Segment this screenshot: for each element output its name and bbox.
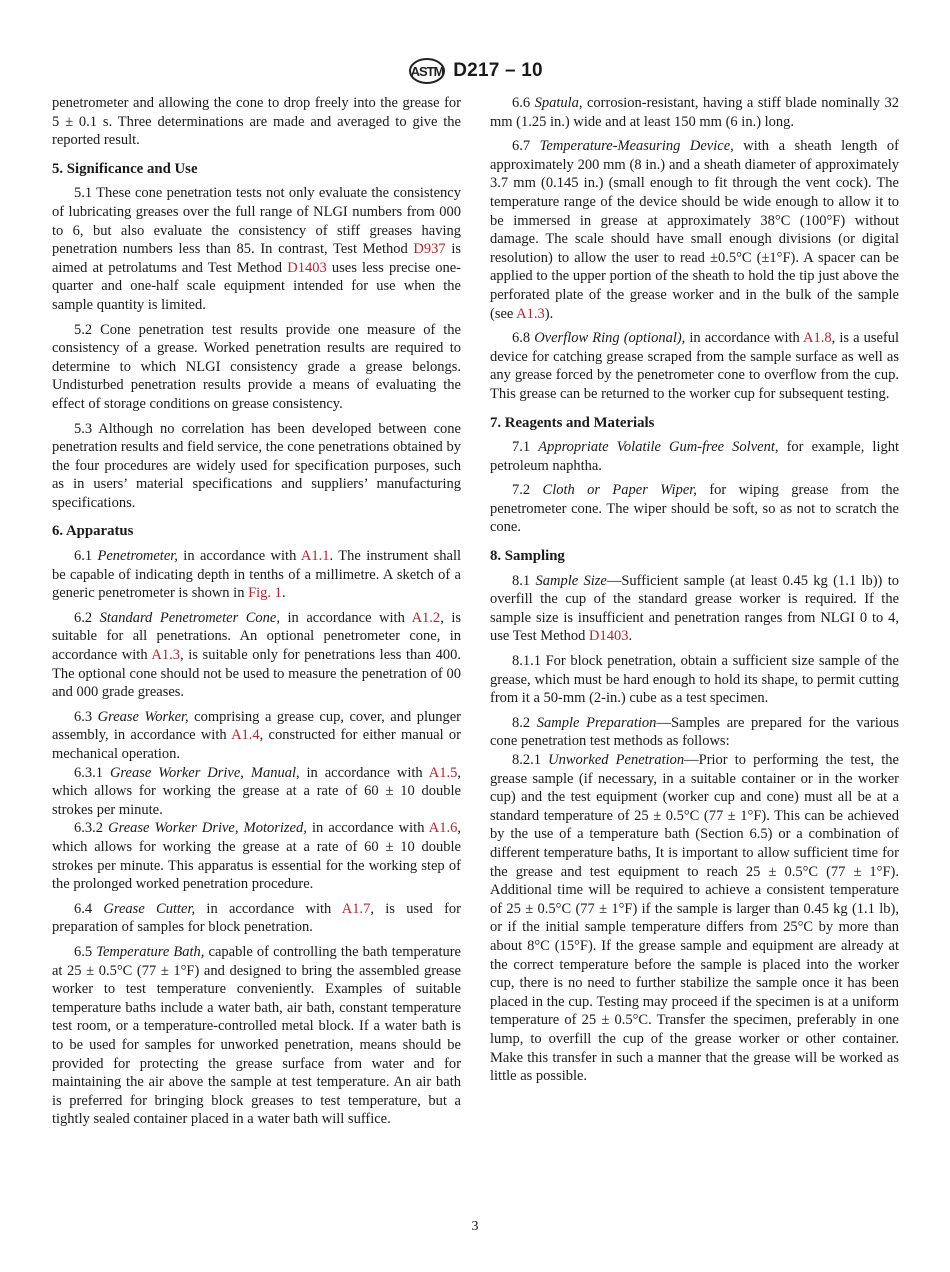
paragraph bbox=[52, 943, 461, 1129]
cross-reference-link[interactable]: A1.6 bbox=[428, 820, 458, 837]
left-column bbox=[52, 94, 461, 1135]
paragraph bbox=[52, 708, 461, 764]
cross-reference-link[interactable]: D937 bbox=[413, 241, 446, 258]
text-run: in accordance with bbox=[279, 609, 412, 626]
astm-logo-icon bbox=[407, 56, 447, 86]
text-run: uses less precise one-quarter and one-half scale equipment intended for use when the sample quantity is limited. bbox=[52, 259, 461, 313]
text-run: in accordance with bbox=[195, 900, 342, 917]
text-run: 7.1 bbox=[512, 439, 539, 456]
text-run: 6.3 bbox=[74, 708, 98, 725]
text-run: —Prior to performing the test, the grease sample (if necessary, in a suitable container or in the worker cup) and the test equipment (worker cup and cone) must all be at a standard temperature of 25 ± 0.5°C (77 ± 1°F). This can be achieved by the use of a temperature bath (Section 6.5) or a combination of different temperature baths, It is important to allow sufficient time for the grease and test equipment to reach 25 ± 0.5°C (77 ± 1°F). Additional time will be required to achieve a consistent temperature of 25 ± 0.5°C (77 ± 1°F) if the sample is larger than 0.45 kg (1.1 lb), or if the initial sample temperature differs from 25°C by more than about 8°C (15°F). If the grease sample and equipment are already at the correct temperature before the sample is placed into the worker cup, there is no need to further stabilize the sample once it has been placed in the cup. Testing may proceed if the specimen is at a uniform temperature of 25 ± 0.5°C. Transfer the specimen, preferably in one lump, to overfill the cup of the grease worker or other container. Make this transfer in such a manner that the grease will be worked as little as possible. bbox=[490, 752, 899, 1085]
text-run: 6.8 bbox=[512, 330, 535, 347]
text-run: in accordance with bbox=[685, 330, 804, 347]
text-run: is aimed at petrolatums and Test Method bbox=[52, 241, 461, 276]
paragraph bbox=[52, 420, 461, 513]
svg-text:ASTM: ASTM bbox=[410, 64, 444, 79]
text-run: . bbox=[281, 585, 286, 602]
text-run: 5.2 Cone penetration test results provide one measure of the consistency of a grease. Worked penetration results are required to determine to which NLGI consistency grade a grease belongs. Undisturbed penetration results provide a means of evaluating the effect of storage conditions on grease consistency. bbox=[52, 321, 461, 412]
text-run: , is a useful device for catching grease scraped from the sample surface as well as any grease forced by the penetrometer cone to overflow from the cup. This grease can be returned to the worker cup for subsequent testing. bbox=[490, 330, 900, 402]
cross-reference-link[interactable]: A1.5 bbox=[428, 764, 458, 781]
item-title: Sample Preparation bbox=[536, 714, 657, 731]
paragraph bbox=[490, 438, 899, 475]
page-header bbox=[0, 56, 950, 86]
text-run: 5. Significance and Use bbox=[52, 160, 198, 177]
cross-reference-link[interactable]: A1.3 bbox=[151, 647, 181, 664]
item-title: Penetrometer, bbox=[97, 548, 178, 565]
cross-reference-link[interactable]: A1.3 bbox=[516, 305, 545, 322]
section-heading bbox=[490, 547, 899, 566]
text-run: 6.2 bbox=[74, 609, 100, 626]
paragraph bbox=[52, 900, 461, 937]
paragraph bbox=[52, 819, 461, 893]
cross-reference-link[interactable]: A1.2 bbox=[411, 609, 441, 626]
cross-reference-link[interactable]: D1403 bbox=[287, 259, 327, 276]
paragraph bbox=[490, 329, 899, 403]
text-run: comprising a grease cup, cover, and plunger assembly, in accordance with bbox=[52, 708, 461, 744]
text-run: 8.2.1 bbox=[512, 752, 549, 768]
text-run: 6.6 bbox=[512, 95, 535, 111]
paragraph bbox=[52, 609, 461, 702]
text-run: 6.3.2 bbox=[74, 820, 109, 837]
paragraph bbox=[52, 184, 461, 314]
text-run: , which allows for working the grease at a rate of 60 ± 10 double strokes per minute. This apparatus is essential for the working step of the prolonged worked penetration procedure. bbox=[52, 820, 461, 893]
text-run: 8. Sampling bbox=[490, 548, 565, 565]
cross-reference-link[interactable]: A1.7 bbox=[341, 900, 371, 917]
paragraph bbox=[490, 714, 899, 751]
paragraph bbox=[52, 321, 461, 414]
cross-reference-link[interactable]: A1.1 bbox=[300, 548, 330, 565]
section-heading bbox=[490, 414, 899, 433]
paragraph bbox=[52, 94, 461, 150]
right-column bbox=[490, 94, 899, 1092]
item-title: Standard Penetrometer Cone, bbox=[99, 609, 280, 626]
cross-reference-link[interactable]: Fig. 1 bbox=[248, 585, 282, 602]
text-run: 6.4 bbox=[74, 900, 104, 917]
paragraph bbox=[52, 764, 461, 820]
item-title: Sample Size bbox=[535, 572, 607, 589]
paragraph bbox=[52, 547, 461, 603]
item-title: Temperature-Measuring Device, bbox=[539, 138, 734, 155]
item-title: Grease Worker Drive, Manual, bbox=[109, 764, 300, 781]
item-title: Temperature Bath, bbox=[96, 943, 205, 960]
document-designation: D217 – 10 bbox=[453, 60, 543, 81]
text-run: , which allows for working the grease at a rate of 60 ± 10 double strokes per minute. bbox=[52, 764, 461, 818]
text-run: for wiping grease from the penetrometer cone. The wiper should be soft, so as not to scratch the cone. bbox=[490, 482, 899, 536]
item-title: Cloth or Paper Wiper, bbox=[542, 482, 697, 499]
text-run: penetrometer and allowing the cone to drop freely into the grease for 5 ± 0.1 s. Three determinations are made and averaged to give the reported result. bbox=[52, 95, 461, 149]
paragraph bbox=[490, 481, 899, 537]
item-title: Spatula, bbox=[534, 95, 583, 111]
item-title: Grease Worker Drive, Motorized, bbox=[108, 820, 307, 837]
paragraph bbox=[490, 94, 899, 131]
text-run: 8.2 bbox=[512, 714, 537, 731]
text-run: —Samples are prepared for the various cone penetration test methods as follows: bbox=[490, 714, 899, 750]
text-run: , is used for preparation of samples for block penetration. bbox=[52, 900, 462, 936]
text-run: 6.5 bbox=[74, 943, 97, 960]
paragraph bbox=[490, 751, 899, 1086]
paragraph bbox=[490, 572, 899, 646]
text-run: corrosion-resistant, having a stiff blade nominally 32 mm (1.25 in.) wide and at least 150 mm (6 in.) long. bbox=[490, 95, 899, 130]
page-number: 3 bbox=[471, 1219, 479, 1234]
text-run: with a sheath length of approximately 200 mm (8 in.) and a sheath diameter of approximately 3.7 mm (0.145 in.) (small enough to fit through the vent cock). The temperature range of the device should be wide enough to allow it to be immersed in grease at approximately 38°C (100°F) without damage. The scale should have small enough divisions (or digital resolution) to allow the user to read ±0.5°C (±1°F). A spacer can be applied to the upper portion of the sheath to hold the tip just above the perforated plate of the grease worker and in the bulk of the sample (see bbox=[490, 138, 899, 322]
item-title: Overflow Ring (optional), bbox=[534, 330, 686, 347]
item-title: Appropriate Volatile Gum-free Solvent, bbox=[538, 439, 779, 456]
text-run: capable of controlling the bath temperature at 25 ± 0.5°C (77 ± 1°F) and designed to bring the assembled grease worker to test temperature conveniently. Examples of suitable temperature baths include a water bath, air bath, constant temperature test room, or a temperature-controlled metal block. If a water bath is to be used for samples for unworked penetration, means should be provided for protecting the grease surface from water and for maintaining the air above the sample at test temperature. An air bath is preferred for bringing block greases to test temperature, but a tightly sealed container placed in a water bath will suffice. bbox=[52, 943, 461, 1128]
text-run: , is suitable for all penetrations. An optional penetrometer cone, in accordance with bbox=[52, 609, 462, 664]
cross-reference-link[interactable]: A1.4 bbox=[231, 727, 260, 744]
cross-reference-link[interactable]: A1.8 bbox=[803, 330, 832, 347]
text-run: . The instrument shall be capable of indicating depth in tenths of a millimetre. A sketch of a generic penetrometer is shown in bbox=[52, 548, 461, 602]
text-run: 7. Reagents and Materials bbox=[490, 414, 655, 431]
paragraph bbox=[490, 652, 899, 708]
text-run: . bbox=[628, 628, 633, 645]
text-run: —Sufficient sample (at least 0.45 kg (1.1 lb)) to overfill the cup of the standard grease worker is required. If the sample size is insufficient and penetration ranges from NLGI 0 to 4, use Test Method bbox=[490, 572, 899, 645]
text-run: 5.3 Although no correlation has been developed between cone penetration results and field service, the cone penetrations obtained by the four procedures are widely used for specification purposes, such as in users’ material specifications and suppliers’ manufacturing specifications. bbox=[52, 420, 461, 511]
text-run: 7.2 bbox=[512, 482, 543, 499]
text-run: 5.1 These cone penetration tests not only evaluate the consistency of lubricating greases over the full range of NLGI numbers from 000 to 6, but also evaluate the consistency of stiff greases having penetration numbers less than 85. In contrast, Test Method bbox=[52, 185, 461, 258]
item-title: Unworked Penetration bbox=[548, 752, 685, 768]
text-run: in accordance with bbox=[299, 764, 429, 781]
text-run: for example, light petroleum naphtha. bbox=[490, 439, 899, 474]
section-heading bbox=[52, 522, 461, 541]
paragraph bbox=[490, 137, 899, 323]
text-run: , constructed for either manual or mechanical operation. bbox=[52, 727, 461, 762]
cross-reference-link[interactable]: D1403 bbox=[589, 628, 629, 645]
text-run: 6.3.1 bbox=[74, 764, 110, 781]
text-run: 6.1 bbox=[74, 548, 98, 565]
text-run: , is suitable only for penetrations less than 400. The optional cone should not be used to measure the penetration of 00 and 000 grade greases. bbox=[52, 647, 461, 701]
text-run: in accordance with bbox=[177, 548, 301, 565]
item-title: Grease Cutter, bbox=[103, 900, 196, 917]
text-run: 8.1.1 For block penetration, obtain a sufficient size sample of the grease, which must be hard enough to hold its shape, to permit cutting from it a 50-mm (2-in.) cube as a test specimen. bbox=[490, 653, 899, 707]
text-run: 8.1 bbox=[512, 572, 536, 589]
item-title: Grease Worker, bbox=[97, 708, 189, 725]
text-run: 6.7 bbox=[512, 138, 540, 155]
section-heading bbox=[52, 160, 461, 179]
text-run: 6. Apparatus bbox=[52, 523, 134, 540]
text-run: ). bbox=[544, 305, 554, 322]
text-run: in accordance with bbox=[306, 820, 429, 837]
